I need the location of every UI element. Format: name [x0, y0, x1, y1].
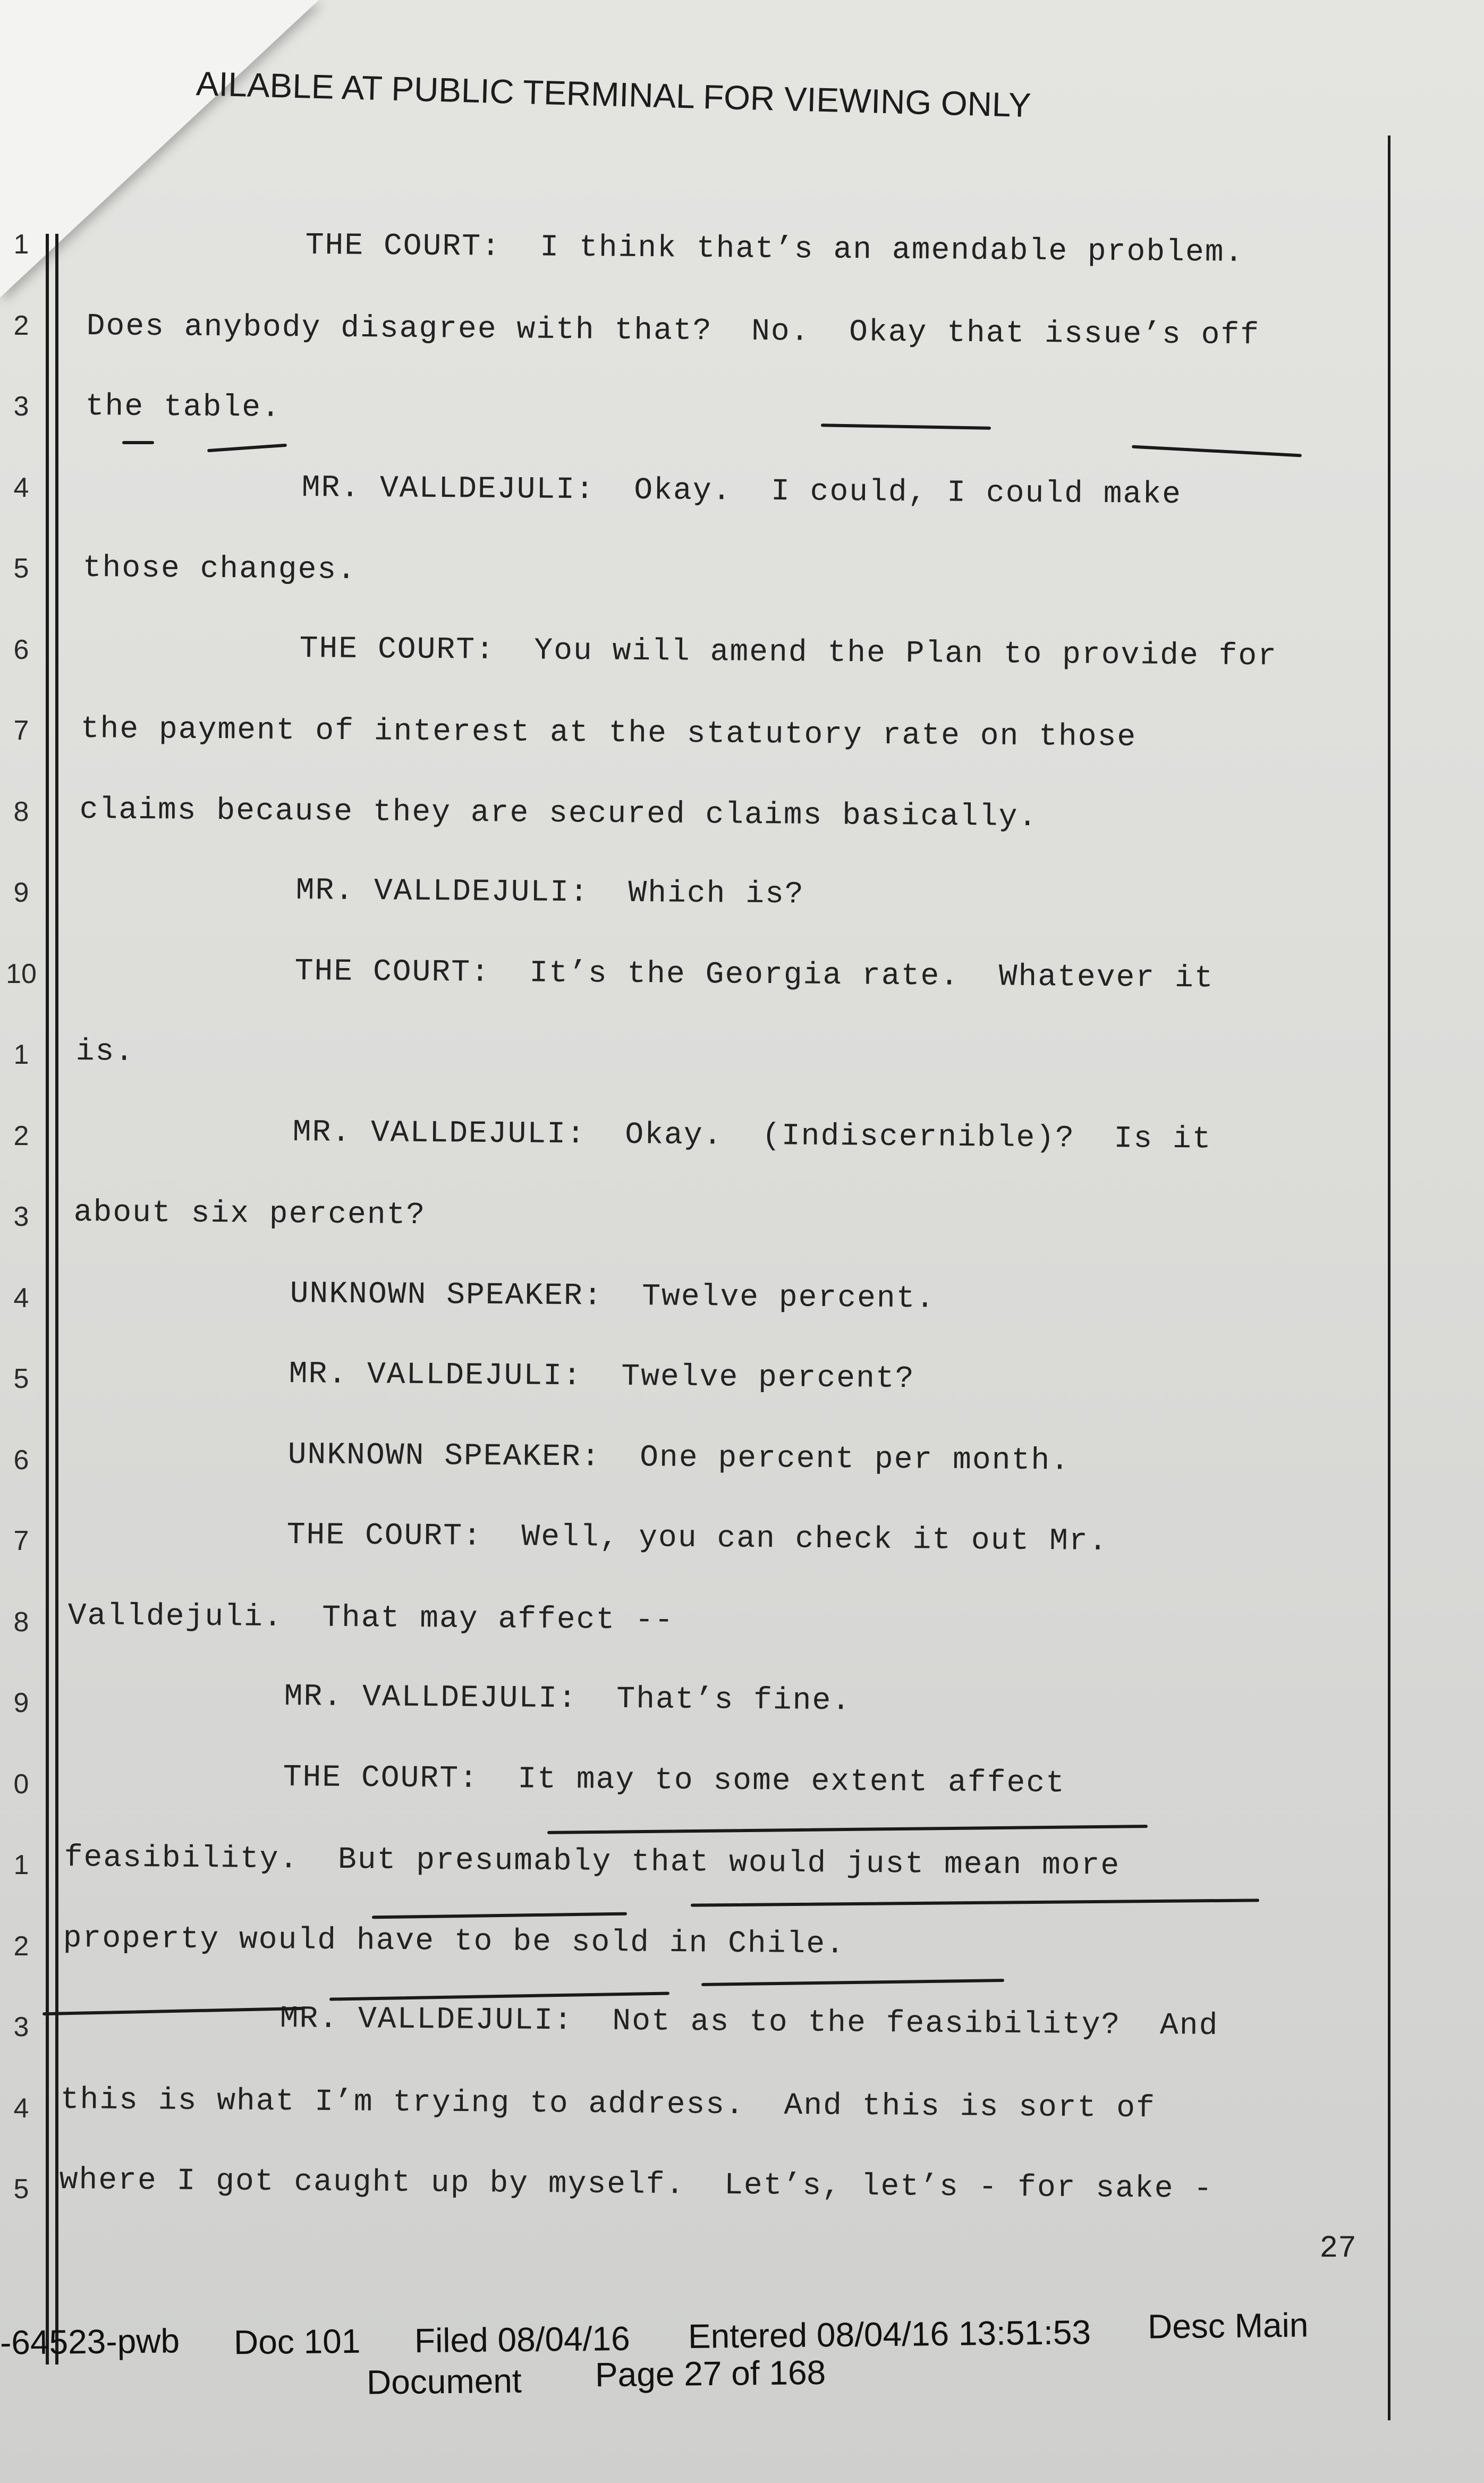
- line-text: THE COURT: You will amend the Plan to provide for: [299, 631, 1278, 674]
- line-text: where I got caught up by myself. Let’s, let’s - for sake -: [59, 2163, 1214, 2207]
- transcript-line: [0, 2002, 1484, 2080]
- line-number: 6: [13, 634, 29, 665]
- footer-doc: Doc 101: [233, 2321, 361, 2362]
- line-number: 0: [13, 1768, 29, 1800]
- transcript-line: [0, 2163, 1484, 2242]
- transcript-line: [0, 1035, 1484, 1108]
- line-number: 4: [13, 2092, 29, 2124]
- line-number: 3: [13, 1201, 29, 1232]
- line-text: feasibility. But presumably that would just mean more: [64, 1841, 1121, 1884]
- line-text: THE COURT: I think that’s an amendable problem.: [305, 228, 1244, 270]
- footer-filed: Filed 08/04/16: [414, 2319, 630, 2360]
- transcript-line: [0, 1276, 1484, 1351]
- line-text: MR. VALLDEJULI: That’s fine.: [284, 1680, 852, 1719]
- line-number: 1: [13, 1039, 29, 1070]
- line-text: claims because they are secured claims basically.: [79, 792, 1038, 835]
- line-text: Does anybody disagree with that? No. Okay that issue’s off: [86, 309, 1260, 353]
- line-text: is.: [75, 1035, 135, 1070]
- line-number: 9: [13, 1688, 29, 1718]
- pen-underline: [122, 441, 154, 444]
- line-text: THE COURT: It may to some extent affect: [283, 1760, 1066, 1801]
- transcript-line: [0, 1518, 1484, 1594]
- line-text: about six percent?: [73, 1196, 426, 1233]
- transcript-line: [0, 1921, 1484, 1999]
- line-number: 3: [13, 391, 29, 422]
- transcript-line: [0, 228, 1484, 298]
- line-text: those changes.: [82, 551, 357, 588]
- transcript-line: [0, 472, 1484, 541]
- footer-desc: Desc Main: [1147, 2306, 1309, 2346]
- line-number: 6: [13, 1444, 29, 1476]
- footer-page: Page 27 of 168: [595, 2353, 826, 2394]
- line-text: Valldejuli. That may affect --: [67, 1598, 674, 1638]
- transcript-line: [0, 631, 1484, 703]
- line-number: 5: [13, 1363, 29, 1394]
- line-number: 1: [13, 229, 29, 260]
- transcript-line: [0, 874, 1484, 946]
- line-number: 8: [13, 1606, 29, 1638]
- line-number: 5: [13, 553, 29, 584]
- transcript-line: [0, 2082, 1484, 2162]
- transcript-line: [0, 1437, 1484, 1513]
- line-text: the table.: [85, 389, 282, 426]
- line-number: 1: [13, 1850, 29, 1880]
- transcript-line: [0, 553, 1484, 622]
- transcript-line: [0, 712, 1484, 784]
- transcript-line: [0, 792, 1484, 865]
- line-text: THE COURT: Well, you can check it out Mr.: [286, 1518, 1108, 1560]
- transcript-line: [0, 1196, 1484, 1270]
- line-text: the payment of interest at the statutory rate on those: [80, 712, 1137, 755]
- line-number: 8: [13, 796, 29, 827]
- line-text: this is what I’m trying to address. And this is sort of: [60, 2082, 1156, 2126]
- transcript-line: [0, 1357, 1484, 1432]
- footer-entered: Entered 08/04/16 13:51:53: [688, 2313, 1091, 2355]
- public-terminal-header: AILABLE AT PUBLIC TERMINAL FOR VIEWING ONLY: [196, 64, 1032, 125]
- line-number: 7: [13, 1526, 29, 1556]
- transcript-line: [0, 1841, 1484, 1918]
- line-text: UNKNOWN SPEAKER: One percent per month.: [287, 1437, 1071, 1479]
- transcript-line: [0, 1598, 1484, 1675]
- line-text: THE COURT: It’s the Georgia rate. Whatever it: [294, 954, 1214, 996]
- footer-document: Document: [366, 2361, 522, 2402]
- transcript-line: [0, 1680, 1484, 1756]
- line-text: MR. VALLDEJULI: Which is?: [295, 874, 804, 912]
- line-text: MR. VALLDEJULI: Okay. (Indiscernible)? Is it: [292, 1115, 1212, 1157]
- line-text: MR. VALLDEJULI: Twelve percent?: [289, 1357, 915, 1397]
- line-number: 10: [6, 958, 37, 989]
- transcript-line: [0, 1760, 1484, 1837]
- line-number: 9: [13, 877, 29, 908]
- line-number: 3: [13, 2012, 29, 2043]
- line-text: UNKNOWN SPEAKER: Twelve percent.: [290, 1276, 936, 1317]
- line-number: 4: [13, 472, 29, 503]
- line-number: 5: [13, 2174, 29, 2205]
- transcript-line: [0, 954, 1484, 1027]
- line-number: 2: [13, 1930, 29, 1962]
- page-number: 27: [1319, 2232, 1356, 2266]
- line-text: property would have to be sold in Chile.: [63, 1921, 846, 1962]
- line-number: 2: [13, 310, 29, 341]
- transcript-line: [0, 1115, 1484, 1189]
- line-text: MR. VALLDEJULI: Okay. I could, I could make: [301, 470, 1182, 512]
- transcript-line: [0, 310, 1484, 379]
- line-number: 4: [13, 1282, 29, 1313]
- footer-case-number: -64523-pwb: [0, 2321, 180, 2362]
- line-text: MR. VALLDEJULI: Not as to the feasibility? And: [279, 2002, 1219, 2044]
- line-number: 2: [13, 1120, 29, 1151]
- line-number: 7: [13, 715, 29, 746]
